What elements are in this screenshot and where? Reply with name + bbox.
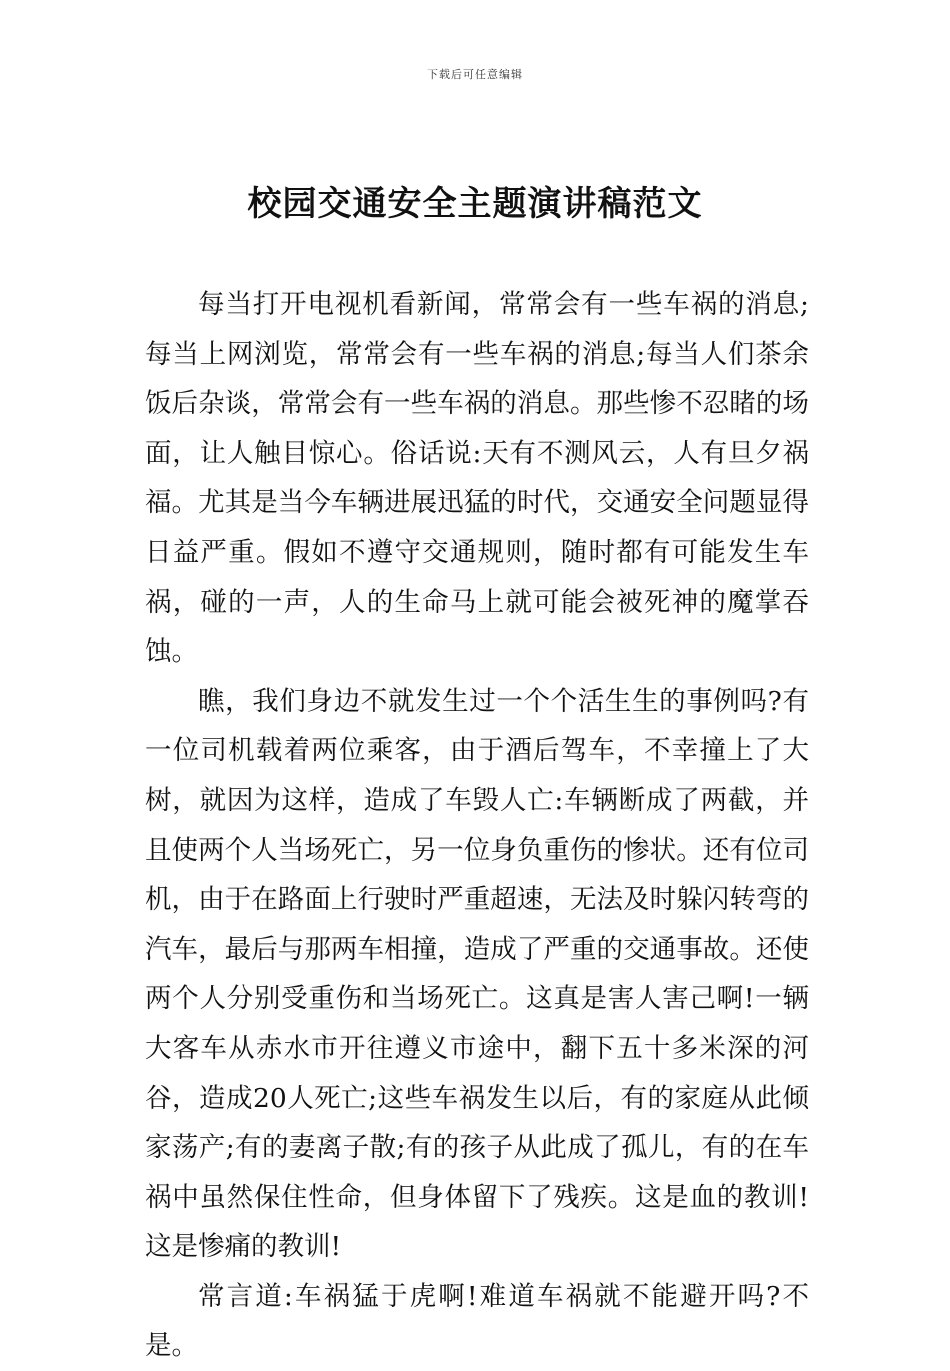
paragraph: 瞧，我们身边不就发生过一个个活生生的事例吗?有一位司机载着两位乘客，由于酒后驾车，不幸撞上了大树，就因为这样，造成了车毁人亡:车辆断成了两截，并且使两个人当场死亡，另一位身负重伤的惨状。还有位司机，由于在路面上行驶时严重超速，无法及时躲闪转弯的汽车，最后与那两车相撞，造成了严重的交通事故。还使两个人分别受重伤和当场死亡。这真是害人害己啊!一辆大客车从赤水市开往遵义市途中，翻下五十多米深的河谷，造成20人死亡;这些车祸发生以后，有的家庭从此倾家荡产;有的妻离子散;有的孩子从此成了孤儿，有的在车祸中虽然保住性命，但身体留下了残疾。这是血的教训!这是惨痛的教训! <box>145 685 809 1263</box>
page-title: 校园交通安全主题演讲稿范文 <box>247 184 703 224</box>
paragraph: 每当打开电视机看新闻，常常会有一些车祸的消息;每当上网浏览，常常会有一些车祸的消息;每当人们茶余饭后杂谈，常常会有一些车祸的消息。那些惨不忍睹的场面，让人触目惊心。俗话说:天有不测风云，人有旦夕祸福。尤其是当今车辆进展迅猛的时代，交通安全问题显得日益严重。假如不遵守交通规则，随时都有可能发生车祸，碰的一声，人的生命马上就可能会被死神的魔掌吞蚀。 <box>145 289 809 668</box>
document-body <box>145 280 809 1371</box>
paragraph: 常言道:车祸猛于虎啊!难道车祸就不能避开吗?不是。 <box>145 1280 809 1362</box>
header-note: 下载后可任意编辑 <box>427 68 523 81</box>
